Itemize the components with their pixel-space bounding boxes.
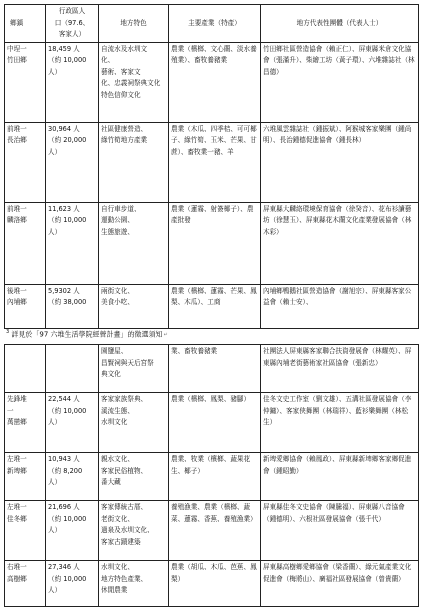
population-cell: 18,459 人 （約 10,000 人） [46, 42, 99, 122]
features-cell: 自行車步道、 運動公園、 生態旅遊、 [99, 202, 169, 284]
footnote-text: 詳見於「97 六堆生活學院經營計畫」的徵選須知 [11, 330, 163, 339]
features-cell: 客家傳統古厝、 老街文化、 過泉及水圳文化、 客家古蹟建築 [99, 501, 169, 561]
industry-cell: 農業（檳榔、鳳梨、豬腳） [169, 393, 261, 453]
town-cell: 先鋒堆 一 萬巒鄉 [5, 393, 46, 453]
representative-cell: 內埔鄉鴨鵝社區營造協會（謝旭宗）、屏東縣客家公益會（賴士安）、 [261, 284, 419, 328]
industry-cell: 業、畜牧養豬業 [169, 345, 261, 393]
features-cell: 園鹽屋、 昌賢祠與天后宮祭 典文化 [99, 345, 169, 393]
representative-cell: 屏東縣大麟絡環境保育協會（徐癸音）、花布衫讀藝坊（徐慧玉）、屏東縣花木蘭文化產業發展協會（林木彩） [261, 202, 419, 284]
representative-cell: 佳冬文史工作室（劉文雄）、五溝社區發展協會（李仲鏞）、客家俠舞團（林瑞祥）、藍衫樂舞團（林松生） [261, 393, 419, 453]
industry-cell: 農業（檳榔、蓮霧、芒果、鳳梨、木瓜）、工商 [169, 284, 261, 328]
town-cell: 中埕一 竹田鄉 [5, 42, 46, 122]
population-cell: 22,544 人 （約 10,000 人） [46, 393, 99, 453]
town-cell: 右堆一 高樹鄉 [5, 561, 46, 607]
features-cell: 水圳文化、 地方特色產業、 休閒農業 [99, 561, 169, 607]
industry-cell: 農業（檳榔、文心蘭、淡水養殖業）、畜牧養豬業 [169, 42, 261, 122]
features-cell: 親水文化、 客家民俗植物、 番大藏 [99, 453, 169, 501]
town-cell: 前堆一 長治鄉 [5, 122, 46, 202]
features-cell: 客家家族祭典、 溪流生態、 水圳文化 [99, 393, 169, 453]
industry-cell: 農業（蓮霧、射簽椰子）、農產批發 [169, 202, 261, 284]
header-industry: 主要產業（特產） [169, 5, 261, 43]
footnote-mark: 3 [6, 329, 10, 335]
table-header-row [5, 5, 419, 43]
header-population: 行政區人 口（97.6、 客家人） [46, 5, 99, 43]
paragraph-mark-icon: ↵ [163, 332, 168, 339]
table-row [5, 122, 419, 202]
table-row [5, 393, 419, 453]
industry-cell: 農業（胡瓜、木瓜、芭蕉、鳳梨） [169, 561, 261, 607]
representative-cell: 新埤愛鄉協會（賴鳳政）、屏東縣新埤鄉客家鄉促進會（鍾昭勤） [261, 453, 419, 501]
table-row [5, 42, 419, 122]
table-row-continued [5, 345, 419, 393]
town-cell [5, 345, 46, 393]
table-row [5, 202, 419, 284]
table-row [5, 284, 419, 328]
population-cell: 27,346 人 （約 10,000 人） [46, 561, 99, 607]
town-table-2 [4, 344, 419, 607]
town-cell: 左堆一 新埤鄉 [5, 453, 46, 501]
header-representative: 地方代表性團體（代表人士） [261, 5, 419, 43]
population-cell: 10,943 人 （約 8,200 人） [46, 453, 99, 501]
header-town: 鄉鎮 [5, 5, 46, 43]
population-cell [46, 345, 99, 393]
industry-cell: 養殖漁業、農業（檳榔、蔬菜、蓮霧、香蕉、養殖漁業） [169, 501, 261, 561]
population-cell: 21,696 人 （約 10,000 人） [46, 501, 99, 561]
town-cell: 前堆一 麟洛鄉 [5, 202, 46, 284]
representative-cell: 六堆風雲雜誌社（鍾振斌）、阿猴城客家樂團（鍾尚明）、長治鍾德促進協會（鍾長林） [261, 122, 419, 202]
features-cell: 社區健康營造、 綠竹筍地方產業 [99, 122, 169, 202]
population-cell: 30,964 人 （約 20,000 人） [46, 122, 99, 202]
representative-cell: 屏東縣高樹鄉愛鄉協會（梁香蘭）、綠元氣產業文化促進會（梅將山）、廣福社區發展協會（曾貴蘭） [261, 561, 419, 607]
population-cell: 11,623 人 （約 10,000 人） [46, 202, 99, 284]
industry-cell: 農業、牧業（檳榔、蔬果花生、椰子） [169, 453, 261, 501]
footnote [6, 327, 416, 340]
table-row [5, 453, 419, 501]
representative-cell: 社團法人屏東縣客家聯合扶資發展會（林耀英）、屏東縣內埔老街藝術家社區協會（張新忠） [261, 345, 419, 393]
town-table-1 [4, 4, 419, 329]
features-cell: 兩街文化、 美食小吃、 [99, 284, 169, 328]
population-cell: 5,9302 人 （約 38,000 [46, 284, 99, 328]
header-features: 地方特色 [99, 5, 169, 43]
town-cell: 左堆一 佳冬鄉 [5, 501, 46, 561]
table-row [5, 501, 419, 561]
representative-cell: 屏東縣佳冬文史協會（陳騰福）、屏東縣八音協會（鍾德明）、六根社區發展協會（張千代） [261, 501, 419, 561]
representative-cell: 竹田鄉社區營造協會（賴正仁）、屏東縣米倉文化協會（張滿升）、柴繪工坊（黃子環）、六堆雜誌社（林昌德） [261, 42, 419, 122]
town-cell: 後堆一 內埔鄉 [5, 284, 46, 328]
industry-cell: 農業（木瓜、四季桔、可可椰子、綠竹筍、玉米、芒果、甘蔗）、畜牧業一豬、羊 [169, 122, 261, 202]
features-cell: 自流水及水圳文 化、 藝術、客家文 化、忠義祠祭典文化 特色信仰文化 [99, 42, 169, 122]
